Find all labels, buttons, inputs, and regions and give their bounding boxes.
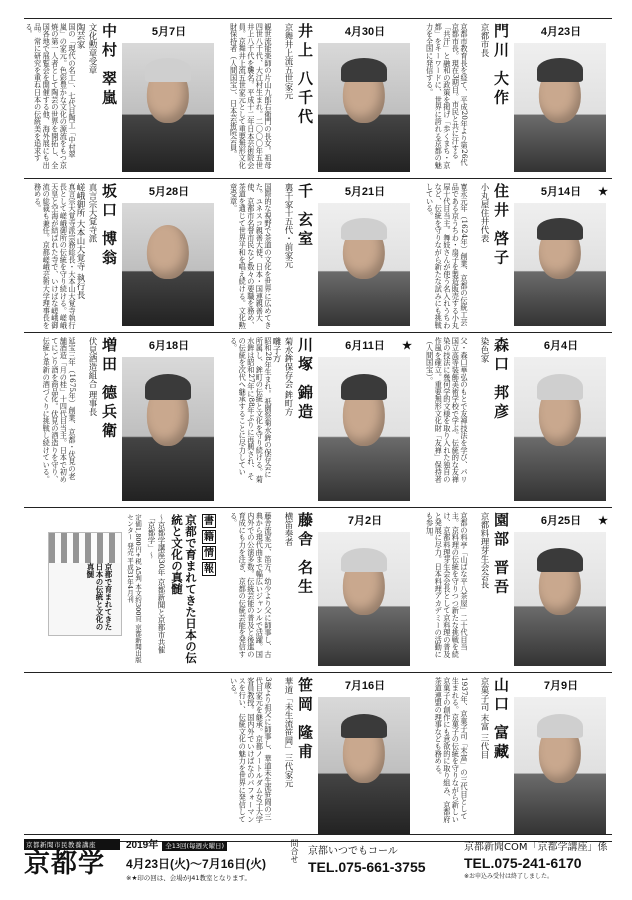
schedule-year: 2019年 [126, 840, 159, 851]
lecturer-name-block [468, 337, 512, 483]
lecturer-name-block [468, 183, 512, 329]
lecturer-name: 井上 八千代 [296, 23, 314, 128]
schedule-range: 4月23日(火)〜7月16日(火) [126, 857, 267, 871]
lecturer-title: 京都市長 [479, 23, 489, 57]
lecturer-name: 千 玄室 [296, 183, 314, 250]
lecturer-title: 京舞井上流五世家元 [283, 23, 293, 100]
lecturer-name: 中村 翠嵐 [100, 23, 118, 109]
lecturer-name-block [76, 337, 120, 483]
lecturer-name-block [272, 337, 316, 483]
lecturer-title: 京菓子司 末富 三代目 [479, 677, 489, 759]
lecture-date: 4月30日 [344, 26, 386, 38]
book-cover-title: 京都で育まれてきた日本の伝統と文化の真髄 [86, 563, 113, 631]
lecture-bio: 延宝三年（1675年）創業、京都・伏見の老舗酒造「月の桂」十四代目当主。日本で初めてにごり酒を商品化。伏見の酒造りを守り、伝統と革新の酒づくりに挑戦し続けている。 [42, 337, 77, 483]
star-icon: ★ [598, 186, 608, 198]
lecturer-name-block [468, 512, 512, 658]
lecture-row [24, 507, 612, 672]
lecture-card [416, 508, 612, 672]
lecturer-photo [318, 357, 410, 501]
lecturer-name: 森口 邦彦 [492, 337, 510, 423]
lecture-bio: 京都市教育長を経て、平成20年より第26代京都市長。現在3期目。市民と共に汗する「共汗」と融和の政策を掲げ「歩くまち・京都」をキーワードに、世界に誇れる京都の魅力を全国に発信する。 [425, 23, 469, 169]
lecturer-photo [318, 532, 410, 666]
lecture-card [220, 19, 416, 178]
lecturer-name: 川塚 錦造 [296, 337, 314, 423]
lecturer-photo [122, 357, 214, 501]
lecturer-photo [318, 43, 410, 172]
lecture-bio: 観世流能楽師の片山九郎右衛門の長女。祖母四世八千代、大江村生まれ。二〇〇〇年五世井上八千代を襲名。平成十二年日本芸術院会員。京舞井上流五世家元として重要無形文化財保持者（人間国宝）、日本芸術院会員。 [229, 23, 273, 169]
brand-title: 京都学 [24, 849, 106, 879]
lecture-date: 7月16日 [344, 680, 386, 692]
lecturer-photo [514, 357, 606, 501]
lecturer-title2: 陶芸家 [75, 23, 85, 49]
schedule-note: ※★印の回は、会場がJ41教室となります。 [126, 874, 251, 882]
lecturer-title: 菊水鉾保存会 鉾町方 [283, 337, 293, 417]
lecture-date: 5月7日 [151, 26, 187, 38]
lecturer-name: 園部 晋吾 [492, 512, 510, 598]
lecturer-photo [514, 43, 606, 172]
lecture-card [220, 508, 416, 672]
book-title: 京都で育まれてきた日本の伝統と文化の真髄 [170, 514, 198, 664]
lecture-card [220, 179, 416, 332]
lecturer-name-block [76, 23, 120, 169]
book-tag: 書 籍 情 報 [204, 516, 214, 575]
lecture-bio: 国際的な視野で茶道の文化を世界に広めてきた。ユネスコ親善大使、日本・国連親善大使、京都市名誉市民など数々の要職を務め、茶道を通じて世界平和を唱え続ける。文化勲章受章。 [229, 183, 273, 329]
lecture-card [24, 333, 220, 507]
book-subtitle: 〜京都学講座30年 京都新聞と京都市共催「京都学」〜 [147, 514, 166, 654]
lecturer-name-block [468, 23, 512, 169]
lecturer-name: 山口 富藏 [492, 677, 510, 763]
lecturer-photo [514, 532, 606, 666]
lecturer-title: 京都料理芽生会会長 [479, 512, 489, 589]
lecture-bio: 京都の料亭「山ばな平八茶屋」二十代目当主。京料理の伝統を守りつつ新たな挑戦を続け、京都料理芽生会会長として京料理の普及と発展に尽力。日本料理アカデミーの活動にも参加。 [425, 512, 469, 658]
contact-note: ※お申込み受付は終了しました。 [464, 872, 554, 880]
lecturer-name: 坂口 博翁 [100, 183, 118, 269]
contact-label: 京都いつでもコール [308, 846, 398, 857]
lecturer-name-block [272, 183, 316, 329]
lecturer-photo [122, 43, 214, 172]
lecturer-name-block [272, 677, 316, 823]
lecture-bio: 3歳より祖父に師事し、華道未生流笹岡の三代目家元を継承。京都ノートルダム女子大学客員教授。国内外でいけばなのパフォーマンスを行い、伝統文化の魅力を世界に発信している。 [229, 677, 273, 823]
inquiry-label: 問合せ [290, 838, 299, 863]
lecturer-name: 笹岡 隆甫 [296, 677, 314, 763]
book-details: 定価1,800円+税 A5判 本文約300頁 京都新聞出版センター 発売 平成31年4月刊 [126, 514, 142, 663]
lecturer-photo [514, 697, 606, 835]
lecturer-title: 文化勲章受章 [87, 23, 97, 74]
lecturer-name-block [272, 512, 316, 658]
lecture-card [220, 333, 416, 507]
lecture-date: 6月4日 [543, 340, 579, 352]
brand-subtitle: 京都新聞市民教養講座 [24, 839, 120, 850]
lecturer-name: 住井 啓子 [492, 183, 510, 269]
contact-phone[interactable]: TEL.075-661-3755 [308, 859, 426, 875]
lecturer-title: 横笛奏者 [283, 512, 293, 546]
lecture-card [416, 673, 612, 841]
lecturer-name-block [468, 677, 512, 823]
lecture-bio: 昭和28年生まれ。祇園祭菊水鉾の保存会に所属し、鉾町の伝統と文化を守り続ける。菊水鉾は昭和27年に88年ぶりに再興され、その伝統を次代へ継承することに尽力している。 [229, 337, 273, 483]
lecture-bio: 国の「現代の名工」、七代目陶工「中村翠嵐」の家元。色彩豊かな文化の源流をもつ京焼の第一人者として陶芸の世界を開拓し、全国各地で展覧会を開催する他、海外展にも出品。常に研究を重ね日本の伝統美を追求する。 [25, 23, 77, 169]
contact-2 [456, 838, 612, 880]
lecture-date: 5月21日 [344, 186, 386, 198]
lecturer-title2: 嵯峨御所 大本山大覚寺 執行長 [75, 183, 85, 299]
star-icon: ★ [402, 340, 412, 352]
lecture-bio: 父・森口華弘のもとで友禅技法を学び、パリ国立高等装飾美術学校で学ぶ。伝統的な友禅染の技法に幾何学的文様を取り入れた独自の作風を確立。重要無形文化財「友禅」保持者（人間国宝）。 [425, 337, 469, 483]
lecture-row [24, 332, 612, 507]
lecture-card [416, 179, 612, 332]
lecture-date: 6月18日 [148, 340, 190, 352]
lecturer-title: 裏千家十五代・前家元 [283, 183, 293, 268]
lecture-row [24, 18, 612, 178]
contact-phone[interactable]: TEL.075-241-6170 [464, 854, 582, 871]
lecturer-name-block [76, 183, 120, 329]
book-info [24, 508, 220, 672]
contact-1 [300, 842, 456, 875]
lecture-date: 6月11日 ★ [316, 337, 414, 355]
lecturer-name: 増田 德兵衛 [100, 337, 118, 442]
lecture-bio: 藤舎流家元、笛方。幼少より父に師事し、古典から現代曲まで幅広いジャンルで活躍。国内外での公演多数。伝統芸能の普及と後進の育成にも力を注ぎ、京都の伝統芸能を発信する。 [229, 512, 273, 658]
lecture-card [24, 19, 220, 178]
lecturer-photo [122, 203, 214, 326]
lecturer-name-block [272, 23, 316, 169]
lecture-card [416, 19, 612, 178]
star-icon: ★ [598, 515, 608, 527]
schedule [120, 835, 270, 882]
lecture-card [416, 333, 612, 507]
lecture-date: 5月14日 ★ [512, 183, 610, 201]
lecturer-name: 門川 大作 [492, 23, 510, 109]
lecture-bio: 1937年、京菓子司「末富」の三代目として生まれる。京菓子の伝統を守りながら新しい京菓子の創作にも意欲的に取り組み、京都府茶道連盟の理事なども務める。 [434, 677, 469, 823]
lecture-card [24, 179, 220, 332]
lecturer-photo [318, 203, 410, 326]
lecture-date: 5月28日 [148, 186, 190, 198]
lecturer-title: 染色家 [479, 337, 489, 363]
lecturer-name: 藤舎 名生 [296, 512, 314, 598]
lecture-row [24, 178, 612, 332]
session-count: 全13回(毎週火曜日) [162, 841, 227, 851]
lecturer-photo [318, 697, 410, 835]
lecture-row [24, 672, 612, 842]
lecture-date: 6月25日 ★ [512, 512, 610, 530]
lecture-grid [24, 18, 612, 842]
lecturer-title: 伏見酒造組合 理事長 [87, 337, 97, 417]
empty-cell [24, 673, 220, 841]
brand [24, 839, 120, 878]
lecturer-title2: 囃子方 [271, 337, 281, 363]
lecture-date: 7月2日 [347, 515, 383, 527]
lecture-bio: 寛永元年（1624年）創業、京都の伝統工芸品である京うちわ・扇子を製造販売する小丸屋十代目当主。舞妓さんが使う名入れうちわなど、伝統を守りながら新たな試みにも挑戦している。 [425, 183, 469, 329]
lecture-date: 4月23日 [540, 26, 582, 38]
lecturer-title: 小丸屋住井代表 [479, 183, 489, 243]
lecture-card [220, 673, 416, 841]
lecturer-photo [514, 203, 606, 326]
lecture-bio: 真言宗大覚寺派宗務総長・大本山大覚寺執行長として嵯峨御所の伝統を守り続ける。嵯峨天皇と空海が結ばれた寺で、いけばな嵯峨御流の総裁も兼任。京都嵯峨芸術大学理事長を務める。 [33, 183, 77, 329]
contact-label: 京都新聞COM「京都学講座」係 [464, 841, 608, 853]
lecturer-title: 真言宗大覚寺派 [87, 183, 97, 243]
lecturer-title: 華道「未生流笹岡」三代家元 [283, 677, 293, 788]
footer [24, 834, 612, 882]
book-cover [48, 532, 122, 636]
lecture-date: 7月9日 [543, 680, 579, 692]
